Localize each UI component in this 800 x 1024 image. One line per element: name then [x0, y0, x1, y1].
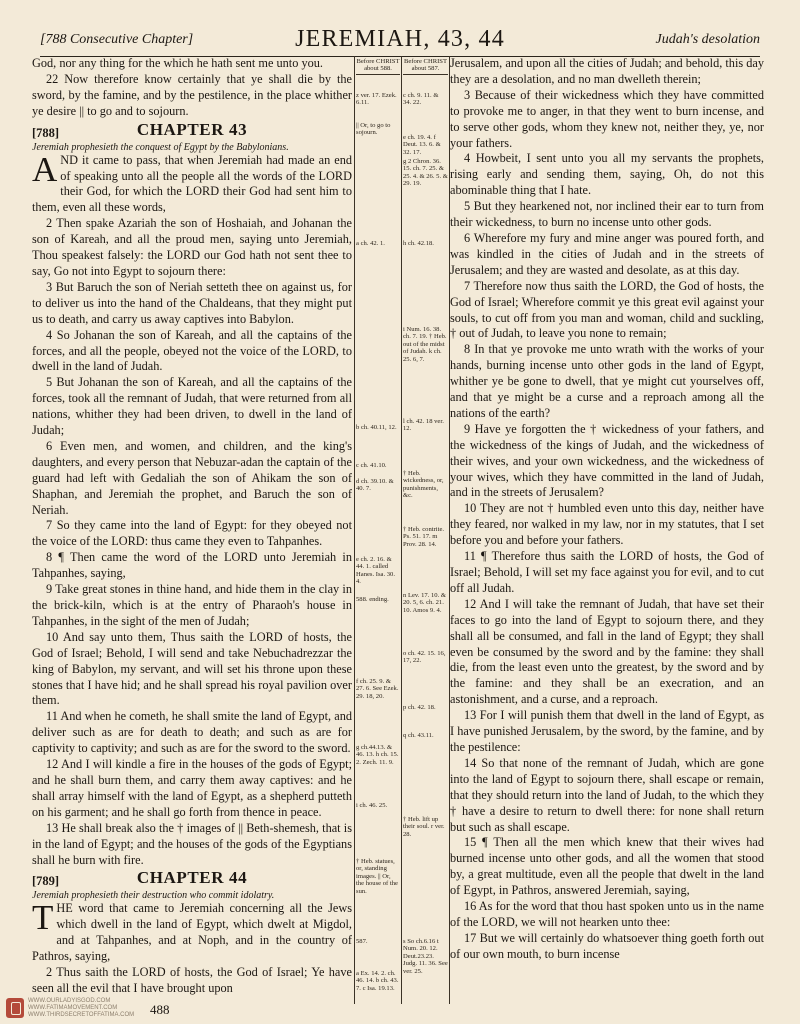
drop-cap: A — [32, 149, 58, 189]
watermark-line: WWW.FATIMAMOVEMENT.COM — [28, 1005, 118, 1011]
cross-reference-note: n Lev. 17. 10. & 20. 5, 6. ch. 21. 10. Amos 9. 4. — [403, 592, 446, 614]
right-text-column — [450, 56, 764, 963]
verse-text: 10 And say unto them, Thus saith the LORD of hosts, the God of Israel; Behold, I will send and take Nebuchadrezzar the king of Babylon, my servant, and will set his throne upon these stones that I have hid; and he shall spread his royal pavilion over them. — [32, 629, 352, 708]
cross-reference-note: i ch. 46. 25. — [356, 802, 388, 809]
verse-text: 13 For I will punish them that dwell in the land of Egypt, as I have punished Jerusalem, by the sword, by the famine, and by the pestilence: — [450, 708, 764, 754]
date-heading: Before CHRIST about 588. — [356, 58, 400, 75]
cross-reference-note: c ch. 9. 11. & 34. 22. — [403, 92, 439, 107]
date-heading: Before CHRIST about 587. — [403, 58, 448, 75]
chapter-heading — [32, 870, 352, 890]
cross-reference-note: e ch. 19. 4. f Deut. 13. 6. & 32. 17. — [403, 134, 441, 156]
consecutive-chapter-label: [788 Consecutive Chapter] — [40, 32, 194, 47]
column-rule — [401, 56, 402, 1004]
verse-text: HE word that came to Jeremiah concerning all the Jews which dwell in the land of Egypt, which dwelt at Migdol, and at Tahpanhes, and at Noph, and in the country of Pathros, saying, — [32, 901, 352, 964]
verse-text: 12 And I will kindle a fire in the houses of the gods of Egypt; and he shall burn them, and carry them away captives: and he shall array himself with the land of Egypt, as a shepherd putteth on his garment; and he shall go forth from thence in peace. — [32, 757, 352, 819]
consecutive-chapter-number: [788] — [32, 125, 60, 140]
chapter-title: CHAPTER 44 — [136, 868, 248, 888]
verse-text: 4 So Johanan the son of Kareah, and all the captains of the forces, and all the people, obeyed not the voice of the LORD, to dwell in the land of Judah. — [32, 327, 352, 374]
verse-text: 5 But they hearkened not, nor inclined their ear to turn from their wickedness, to burn no incense unto other gods. — [450, 199, 764, 230]
cross-reference-note: † Heb. wickedness, or, punishments, &c. — [403, 470, 444, 500]
verse-text: 2 Thus saith the LORD of hosts, the God of Israel; Ye have seen all the evil that I have brought upon — [32, 965, 352, 995]
cross-reference-note: q ch. 43.11. — [403, 732, 434, 739]
verse-text: 5 But Johanan the son of Kareah, and all the captains of the forces, took all the remnant of Judah, that were returned from all nations, whither they had been driven, to dwell in the land of Judah; — [32, 375, 352, 438]
verse-text: 12 And I will take the remnant of Judah, that have set their faces to go into the land of Egypt to sojourn there, and they shall all be consumed, and fall in the land of Egypt; they shall even be consumed by the sword and by the famine: they shall die, from the least even unto the greatest, by the sword and by the famine: and they shall be an execration, and an astonishment, and a curse, and a reproach. — [450, 596, 764, 707]
cross-reference-note: s So ch.6.16 t Num. 20. 12. Deut.23.23. Judg. 11. 36. See ver. 25. — [403, 938, 448, 975]
cross-reference-note: || Or, to go to sojourn. — [356, 122, 391, 137]
page-header — [40, 28, 760, 54]
cross-reference-note: z ver. 17. Ezek. 6.11. — [356, 92, 397, 107]
page-number: 488 — [150, 1002, 170, 1017]
cross-reference-note: p ch. 42. 18. — [403, 704, 436, 711]
cross-reference-note: † Heb. lift up their soul. r ver. 28. — [403, 816, 445, 838]
cross-reference-note: f ch. 25. 9. & 27. 6. See Ezek. 29. 18, 20. — [356, 678, 399, 700]
verse-text: 7 So they came into the land of Egypt: for they obeyed not the voice of the LORD: thus came they even to Tahpanhes. — [32, 518, 352, 549]
cross-reference-note: † Heb. contrite. Ps. 51. 17. m Prov. 28. 14. — [403, 526, 445, 548]
verse-text: ND it came to pass, that when Jeremiah had made an end of speaking unto all the people all the words of the LORD their God, for which the LORD their God had sent him to them, even all these words, — [32, 152, 352, 215]
left-text-column — [32, 56, 352, 997]
watermark-line: WWW.OURLADYISGOD.COM — [28, 998, 111, 1004]
drop-cap: T — [32, 898, 54, 938]
seal-icon — [6, 998, 24, 1018]
cross-reference-note: a Ex. 14. 2. ch. 46. 14. b ch. 43. 7. c Isa. 19.13. — [356, 970, 399, 992]
verse-text: 11 ¶ Therefore thus saith the LORD of hosts, the God of Israel; Behold, I will set my face against you for evil, and to cut off all Judah. — [450, 549, 764, 595]
verse-text: 10 They are not † humbled even unto this day, neither have they feared, nor walked in my law, nor in my statutes, that I set before you and before your fathers. — [450, 501, 764, 548]
cross-reference-note: o ch. 42. 15. 16, 17, 22. — [403, 650, 446, 665]
chapter-heading — [32, 119, 352, 142]
verse-text: 4 Howbeit, I sent unto you all my servants the prophets, rising early and sending them, saying, Oh, do not this abominable thing that I hate. — [450, 151, 764, 198]
chapter-summary: Jeremiah prophesieth the conquest of Egypt by the Babylonians. — [32, 141, 289, 153]
verse-text: 6 Even men, and women, and children, and the king's daughters, and every person that Nebuzar-adan the captain of the guard had left with Gedaliah the son of Ahikam the son of Shaphan, and Jeremiah the prophet, and Baruch the son of Neriah. — [32, 438, 352, 517]
cross-reference-column — [356, 58, 400, 992]
cross-reference-note: † Heb. statues, or, standing images. || Or, the house of the sun. — [356, 858, 398, 895]
verse-text: 17 But we will certainly do whatsoever thing goeth forth out of our own mouth, to burn incense — [450, 930, 764, 961]
running-head: Judah's desolation — [655, 32, 760, 47]
verse-text: God, nor any thing for the which he hath sent me unto you. — [32, 56, 323, 70]
verse-text: 2 Then spake Azariah the son of Hoshaiah, and Johanan the son of Kareah, and all the proud men, saying unto Jeremiah, Thou speakest falsely: the LORD our God hath not sent thee to say, Go not into Egypt to sojourn there: — [32, 216, 352, 278]
cross-reference-note: 588. ending. — [356, 596, 389, 603]
cross-reference-note: g ch.44.13. & 46. 13. h ch. 15. 2. Zech. 11. 9. — [356, 744, 399, 766]
chapter-title: CHAPTER 43 — [136, 119, 248, 139]
verse-text: 16 As for the word that thou hast spoken unto us in the name of the LORD, we will not hearken unto thee: — [450, 899, 764, 929]
verse-text: Jerusalem, and upon all the cities of Judah; and behold, this day they are a desolation, and no man dwelleth therein; — [450, 56, 764, 86]
verse-text: 8 In that ye provoke me unto wrath with the works of your hands, burning incense unto other gods in the land of Egypt, whither ye be gone to dwell, that ye might cut yourselves off, and that ye might be a curse and a reproach among all the nations of the earth? — [450, 342, 764, 420]
verse-text: 9 Have ye forgotten the † wickedness of your fathers, and the wickedness of the kings of Judah, and the wickedness of their wives, and your own wickedness, and the wickedness of your wives, which they have committed in the land of Judah, and in the streets of Jerusalem? — [450, 421, 764, 500]
verse-text: 3 Because of their wickedness which they have committed to provoke me to anger, in that they went to burn incense, and to serve other gods, whom they knew not, neither they, ye, nor your fathers. — [450, 87, 764, 150]
verse-text: 6 Wherefore my fury and mine anger was poured forth, and was kindled in the cities of Judah and in the streets of Jerusalem; and they are wasted and desolate, as at this day. — [450, 230, 764, 277]
cross-reference-note: h ch. 42.18. — [403, 240, 434, 247]
cross-reference-note: b ch. 40.11, 12. — [356, 424, 397, 431]
verse-text: 3 But Baruch the son of Neriah setteth thee on against us, for to deliver us into the hand of the Chaldeans, that they might put us to death, and carry us away captives into Babylon. — [32, 279, 352, 326]
verse-text: 14 So that none of the remnant of Judah, which are gone into the land of Egypt to sojourn there, shall escape or remain, that they should return into the land of Judah, to the which they † have a desire to return to dwell there: for none shall return but such as shall escape. — [450, 755, 764, 834]
cross-reference-note: d ch. 39.10. & 40. 7. — [356, 478, 394, 493]
verse-text: 15 ¶ Then all the men which knew that their wives had burned incense unto other gods, and all the women that stood by, a great multitude, even all the people that dwelt in the land of Egypt, in Pathros, answered Jeremiah, saying, — [450, 835, 764, 898]
chapter-summary: Jeremiah prophesieth their destruction who commit idolatry. — [32, 890, 275, 902]
verse-text — [32, 898, 352, 965]
cross-reference-note: g 2 Chron. 36. 15. ch. 7. 25. & 25. 4. & 26. 5. & 29. 19. — [403, 158, 448, 188]
cross-reference-column — [403, 58, 448, 975]
consecutive-chapter-number: [789] — [32, 874, 60, 889]
verse-text: 22 Now therefore know certainly that ye shall die by the sword, by the famine, and by the pestilence, in the place whither ye desire || to go and to sojourn. — [32, 71, 352, 118]
verse-text: 9 Take great stones in thine hand, and hide them in the clay in the brick-kiln, which is at the entry of Pharaoh's house in Tahpanhes, in the sight of the men of Judah; — [32, 582, 352, 628]
watermark-line: WWW.THIRDSECRETOFFATIMA.COM — [28, 1012, 135, 1018]
verse-text: 7 Therefore now thus saith the LORD, the God of hosts, the God of Israel; Wherefore commit ye this great evil against your souls, to cut off from you man and woman, child and suckling, † out of Judah, to leave you none to remain; — [450, 278, 764, 341]
page-title: JEREMIAH, 43, 44 — [295, 26, 505, 52]
cross-reference-note: a ch. 42. 1. — [356, 240, 385, 247]
verse-text: 13 He shall break also the † images of || Beth-shemesh, that is in the land of Egypt; and the houses of the gods of the Egyptians shall he burn with fire. — [32, 820, 352, 867]
verse-text: 8 ¶ Then came the word of the LORD unto Jeremiah in Tahpanhes, saying, — [32, 550, 352, 581]
column-rule — [354, 56, 355, 1004]
verse-text — [32, 149, 352, 217]
cross-reference-note: l ch. 42. 18 ver. 12. — [403, 418, 444, 433]
watermark — [6, 998, 258, 1019]
cross-reference-note: 587. — [356, 938, 368, 945]
cross-reference-note: e ch. 2. 16. & 44. 1. called Hanes. Isa. 30. 4. — [356, 556, 396, 586]
cross-reference-note: c ch. 41.10. — [356, 462, 387, 469]
verse-text: 11 And when he cometh, he shall smite the land of Egypt, and deliver such as are for death to death; and such as are for captivity to captivity; and such as are for the sword to the sword. — [32, 709, 352, 756]
cross-reference-note: i Num. 16. 38. ch. 7. 19. † Heb. out of the midst of Judah. k ch. 25. 6, 7. — [403, 326, 447, 363]
